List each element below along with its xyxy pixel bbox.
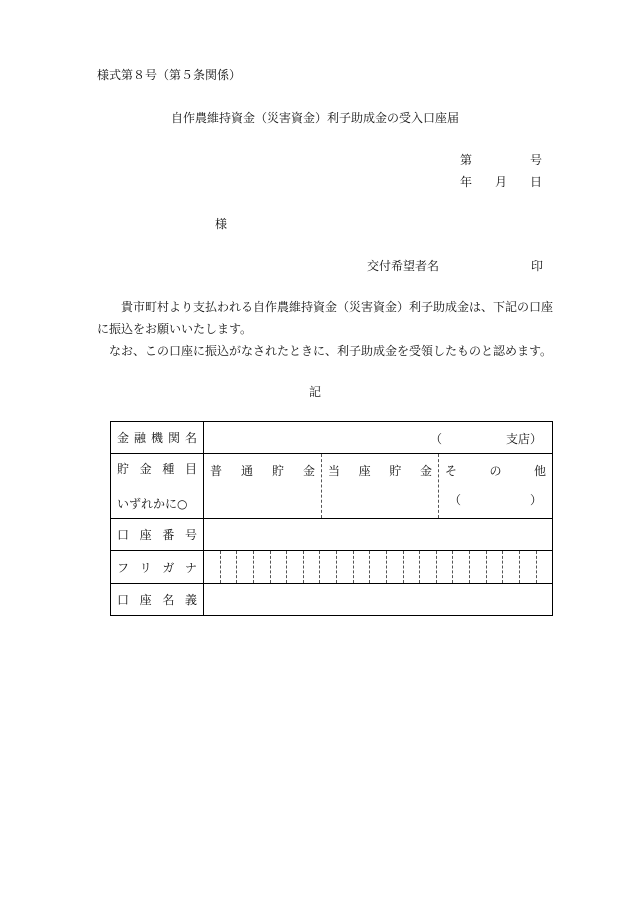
account-name-char: 名 <box>162 593 175 607</box>
other-char: の <box>489 464 502 478</box>
type-label-char: 金 <box>139 462 152 476</box>
other-char: そ <box>445 464 458 478</box>
furigana-box[interactable] <box>386 551 403 583</box>
document-title: 自作農維持資金（災害資金）利子助成金の受入口座届 <box>170 111 459 125</box>
bank-row <box>111 422 553 454</box>
account-name-label <box>111 584 204 616</box>
bank-label <box>111 422 204 454</box>
number-suffix: 号 <box>530 153 543 167</box>
furigana-box[interactable] <box>519 551 536 583</box>
toza-char: 座 <box>358 464 371 478</box>
furigana-box[interactable] <box>336 551 353 583</box>
furigana-box[interactable] <box>253 551 270 583</box>
furigana-box[interactable] <box>319 551 336 583</box>
type-label-bottom: いずれかに○ <box>117 497 188 511</box>
account-name-char: 座 <box>139 593 152 607</box>
furigana-box[interactable] <box>502 551 519 583</box>
form-number: 様式第８号（第５条関係） <box>97 68 242 82</box>
bank-account-table <box>110 421 553 616</box>
furigana-field[interactable] <box>204 551 553 584</box>
type-label-char: 目 <box>184 462 197 476</box>
furigana-box[interactable] <box>536 551 553 583</box>
furigana-box[interactable] <box>303 551 320 583</box>
account-name-row <box>111 584 553 616</box>
furigana-label <box>111 551 204 584</box>
furigana-box[interactable] <box>236 551 253 583</box>
bank-label-char: 金 <box>117 431 130 445</box>
bank-label-char: 名 <box>184 431 197 445</box>
furigana-box[interactable] <box>436 551 453 583</box>
futsu-char: 金 <box>302 464 315 478</box>
type-label-char: 種 <box>162 462 175 476</box>
account-number-char: 号 <box>184 528 197 542</box>
date-day: 日 <box>530 175 543 189</box>
option-toza[interactable] <box>321 454 438 518</box>
date-month: 月 <box>495 175 508 189</box>
bank-name-field[interactable] <box>204 422 553 454</box>
bank-label-char: 機 <box>150 431 163 445</box>
option-futsu[interactable] <box>204 454 321 518</box>
option-other[interactable] <box>438 454 552 518</box>
branch-suffix: 支店） <box>505 432 542 446</box>
furigana-char: リ <box>139 560 152 575</box>
type-row <box>111 454 553 519</box>
type-label <box>111 454 204 519</box>
furigana-row <box>111 551 553 584</box>
account-name-char: 口 <box>117 593 130 607</box>
furigana-char: フ <box>117 560 130 575</box>
number-label: 第 <box>460 153 473 167</box>
furigana-box[interactable] <box>369 551 386 583</box>
furigana-box[interactable] <box>286 551 303 583</box>
seal-mark: 印 <box>531 259 544 273</box>
account-number-row <box>111 519 553 551</box>
futsu-char: 貯 <box>271 464 284 478</box>
type-label-char: 貯 <box>117 462 130 476</box>
account-number-char: 口 <box>117 528 130 542</box>
furigana-box[interactable] <box>220 551 237 583</box>
furigana-box[interactable] <box>486 551 503 583</box>
applicant-label: 交付希望者名 <box>367 259 440 273</box>
type-options <box>204 454 553 519</box>
furigana-char: ナ <box>184 560 197 575</box>
furigana-box[interactable] <box>469 551 486 583</box>
furigana-box[interactable] <box>353 551 370 583</box>
branch-open-paren: （ <box>430 432 443 446</box>
furigana-box[interactable] <box>270 551 287 583</box>
futsu-char: 通 <box>240 464 253 478</box>
addressee-suffix: 様 <box>215 217 228 231</box>
other-paren-close: ） <box>529 493 542 507</box>
account-name-field[interactable] <box>204 584 553 616</box>
account-number-label <box>111 519 204 551</box>
ki-heading: 記 <box>308 385 321 399</box>
account-number-char: 番 <box>162 528 175 542</box>
furigana-box[interactable] <box>419 551 436 583</box>
account-number-field[interactable] <box>204 519 553 551</box>
toza-char: 貯 <box>389 464 402 478</box>
body-text <box>97 296 557 362</box>
date-year: 年 <box>460 175 473 189</box>
futsu-char: 普 <box>210 464 223 478</box>
account-name-char: 義 <box>184 593 197 607</box>
account-number-char: 座 <box>139 528 152 542</box>
other-char: 他 <box>533 464 546 478</box>
other-paren-open: （ <box>449 493 462 507</box>
toza-char: 当 <box>328 464 341 478</box>
furigana-box[interactable] <box>403 551 420 583</box>
furigana-box[interactable] <box>204 551 220 583</box>
paragraph-1: 貴市町村より支払われる自作農維持資金（災害資金）利子助成金は、下記の口座に振込をお願いいたします。 <box>97 300 554 336</box>
toza-char: 金 <box>419 464 432 478</box>
bank-label-char: 関 <box>167 431 180 445</box>
paragraph-2: なお、この口座に振込がなされたときに、利子助成金を受領したものと認めます。 <box>109 344 553 358</box>
furigana-char: ガ <box>162 560 175 575</box>
bank-label-char: 融 <box>133 431 146 445</box>
furigana-box[interactable] <box>452 551 469 583</box>
